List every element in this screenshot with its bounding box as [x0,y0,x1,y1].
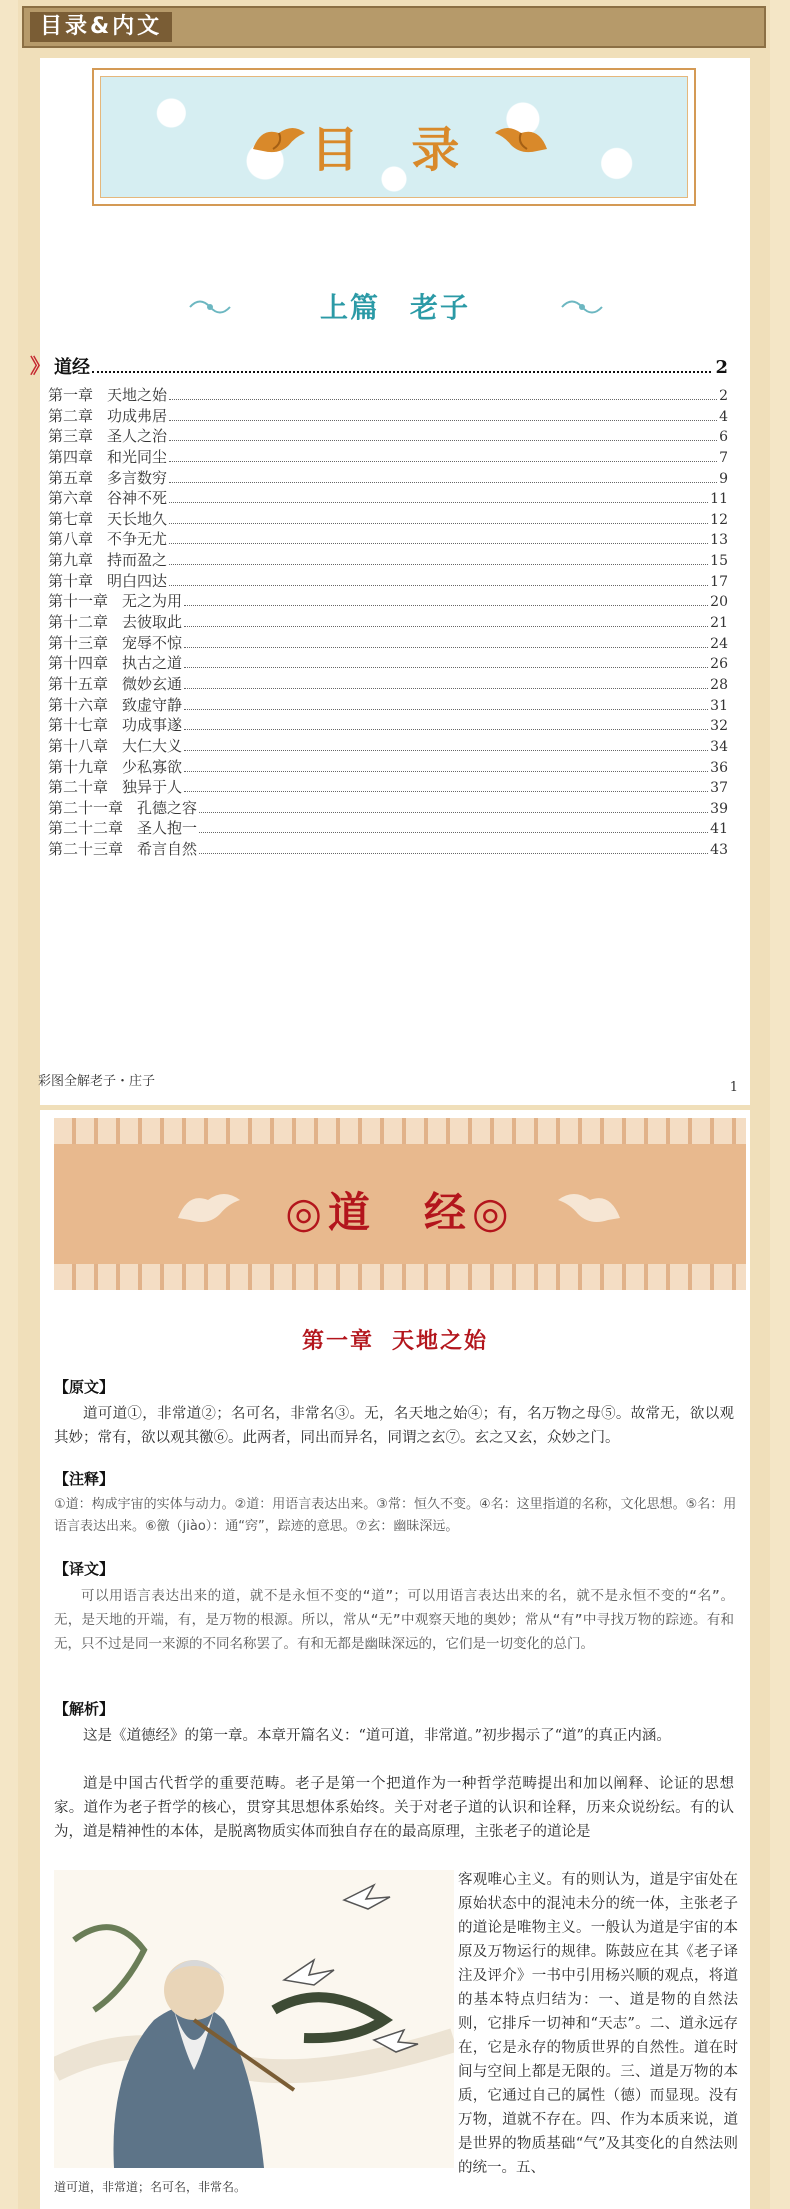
toc-entry[interactable] [48,611,728,632]
toc-entry[interactable] [48,756,728,777]
toc-entry[interactable] [48,487,728,508]
toc-entry-title: 大仁大义 [122,736,183,755]
toc-entry-title: 多言数穷 [107,468,168,487]
toc-main-entry[interactable] [30,350,728,376]
toc-entry-page: 36 [710,759,728,776]
toc-entry-title: 功成事遂 [122,716,183,735]
toc-entry-title: 微妙玄通 [122,674,183,693]
toc-entry-title: 执古之道 [122,654,183,673]
contents-title: 目 录 [310,122,478,178]
toc-main-page: 2 [715,357,728,378]
toc-entry-page: 17 [710,573,728,590]
toc-entry-number: 第十八章 [48,736,109,755]
chapter-name: 天地之始 [392,1328,489,1354]
toc-entry[interactable] [48,384,728,405]
toc-entry-title: 明白四达 [107,571,168,590]
toc-entry-number: 第一章 [48,386,94,404]
toc-entry[interactable] [48,590,728,611]
toc-entry-page: 13 [710,532,728,549]
toc-entry-title: 天长地久 [107,509,168,528]
translation-text: 可以用语言表达出来的道，就不是永恒不变的“道”；可以用语言表达出来的名，就不是永恒不变的“名”。无，是天地的开端，有，是万物的根源。所以，常从“无”中观察天地的奥妙；常从“有”中寻找万物的踪迹。有和无，只不过是同一来源的不同名称罢了。有和无都是幽昧深远的，它们是一切变化的总门。 [54,1588,734,1652]
toc-entry-page: 20 [710,594,728,611]
toc-entry-number: 第九章 [48,551,94,570]
footer-book-title: 彩图全解老子・庄子 [38,1074,156,1089]
chevron-right-icon: 》 [30,354,50,378]
original-text: 道可道①，非常道②；名可名，非常名③。无，名天地之始④；有，名万物之母⑤。故常无，欲以观其妙；常有，欲以观其徼⑥。此两者，同出而异名，同谓之玄⑦。玄之又玄，众妙之门。 [54,1406,734,1446]
toc-entry-title: 少私寡欲 [122,757,183,776]
toc-entry-page: 21 [710,615,728,632]
toc-entry-page: 32 [710,718,728,735]
toc-entry-number: 第十九章 [48,757,109,776]
toc-main-title: 道经 [54,357,90,378]
translation-label: 【译文】 [54,1560,115,1578]
toc-entry-page: 12 [710,511,728,528]
toc-entry-page: 11 [710,491,728,508]
toc-entry[interactable] [48,425,728,446]
toc-entry-number: 第六章 [48,489,94,508]
toc-entry-number: 第八章 [48,530,94,549]
toc-list [48,384,728,859]
toc-entry-number: 第十一章 [48,592,109,611]
footer-page-number: 1 [729,1080,738,1095]
toc-entry-number: 第三章 [48,427,94,446]
chapter-number: 第一章 [301,1328,374,1354]
toc-entry[interactable] [48,776,728,797]
toc-entry-number: 第五章 [48,468,94,487]
toc-entry[interactable] [48,694,728,715]
toc-entry[interactable] [48,817,728,838]
toc-entry[interactable] [48,467,728,488]
dragon-right-icon [491,119,551,159]
contents-page [30,58,750,1105]
contents-banner [92,68,696,206]
dragon-right-icon [554,1184,624,1228]
toc-entry-number: 第二章 [48,406,94,425]
toc-entry-number: 第十四章 [48,654,109,673]
toc-entry-title: 不争无尤 [107,530,168,549]
toc-entry[interactable] [48,446,728,467]
toc-entry-number: 第十二章 [48,613,109,632]
toc-entry[interactable] [48,549,728,570]
chapter-title [40,1324,750,1355]
toc-entry-page: 15 [710,553,728,570]
toc-entry-number: 第十章 [48,571,94,590]
toc-entry-title: 圣人抱一 [137,819,198,838]
toc-entry-page: 4 [719,408,728,425]
toc-entry-title: 孔德之容 [137,798,198,817]
toc-entry-title: 去彼取此 [122,613,183,632]
toc-entry[interactable] [48,673,728,694]
toc-entry-page: 6 [719,429,728,446]
section-title: 上篇 老子 [319,291,470,324]
toc-entry-page: 28 [710,676,728,693]
toc-entry-number: 第二十三章 [48,840,124,859]
notes-label: 【注释】 [54,1470,115,1488]
notes-text: ①道：构成宇宙的实体与动力。②道：用语言表达出来。③常：恒久不变。④名：这里指道的名称，文化思想。⑤名：用语言表达出来。⑥徼（jiào）：通“窍”，踪迹的意思。⑦玄：幽昧深远。 [54,1497,737,1534]
ornament-right-icon [560,296,604,318]
toc-entry-number: 第七章 [48,509,94,528]
toc-entry-title: 致虚守静 [122,695,183,714]
toc-entry-page: 31 [710,697,728,714]
toc-entry-page: 43 [710,842,728,859]
toc-entry-title: 无之为用 [122,592,183,611]
toc-entry-title: 天地之始 [107,386,168,404]
toc-entry-title: 希言自然 [137,840,198,859]
toc-entry-page: 34 [710,738,728,755]
toc-entry-number: 第二十二章 [48,819,124,838]
analysis-paragraph-2: 道是中国古代哲学的重要范畴。老子是第一个把道作为一种哲学范畴提出和加以阐释、论证的思想家。道作为老子哲学的核心，贯穿其思想体系始终。关于对老子道的认识和诠释，历来众说纷纭。有的认为，道是精神性的本体，是脱离物质实体而独自存在的最高原理，主张老子的道论是 [54,1776,734,1840]
toc-entry-page: 7 [719,449,728,466]
analysis-paragraph-1: 这是《道德经》的第一章。本章开篇名义：“道可道，非常道。”初步揭示了“道”的真正内涵。 [83,1728,671,1744]
toc-entry[interactable] [48,838,728,859]
toc-entry-page: 26 [710,656,728,673]
sutra-banner [54,1118,746,1290]
toc-entry-title: 圣人之治 [107,427,168,446]
toc-entry-title: 独异于人 [122,778,183,797]
toc-entry-page: 2 [719,388,728,404]
toc-entry[interactable] [48,714,728,735]
sutra-title: ◎道 经◎ [285,1188,515,1237]
analysis-paragraph-wrap: 客观唯心主义。有的则认为，道是宇宙处在原始状态中的混沌未分的统一体，主张老子的道论是唯物主义。一般认为道是宇宙的本原及万物运行的规律。陈鼓应在其《老子译注及评介》一书中引用杨兴顺的观点，将道的基本特点归结为：一、道是物的自然法则，它排斥一切神和“天志”。二、道永远存在，它是永存的物质世界的自然性。道在时间与空间上都是无限的。三、道是万物的本质，它通过自己的属性（德）而显现。没有万物，道就不存在。四、作为本质来说，道是世界的物质基础“气”及其变化的自然法则的统一。五、 [458,1872,738,2176]
original-label: 【原文】 [54,1378,115,1396]
toc-entry-page: 24 [710,635,728,652]
toc-entry-number: 第十五章 [48,674,109,693]
illustration-caption: 道可道，非常道；名可名，非常名。 [54,2180,247,2194]
toc-entry-number: 第十三章 [48,633,109,652]
toc-entry-title: 功成弗居 [107,406,168,425]
chapter-page [40,1110,750,2209]
toc-entry-title: 谷神不死 [107,489,168,508]
toc-entry[interactable] [48,528,728,549]
toc-entry[interactable] [48,735,728,756]
toc-entry-number: 第十六章 [48,695,109,714]
toc-entry-title: 持而盈之 [107,551,168,570]
toc-entry[interactable] [48,508,728,529]
toc-entry-number: 第十七章 [48,716,109,735]
toc-entry-number: 第二十一章 [48,798,124,817]
header-bar [22,6,766,48]
toc-entry-page: 9 [719,470,728,487]
toc-entry[interactable] [48,632,728,653]
toc-entry[interactable] [48,405,728,426]
analysis-label: 【解析】 [54,1700,115,1718]
toc-entry-page: 41 [710,821,728,838]
toc-entry-title: 宠辱不惊 [122,633,183,652]
toc-entry-title: 和光同尘 [107,447,168,466]
laozi-illustration [54,1870,454,2168]
toc-entry-number: 第二十章 [48,778,109,797]
toc-entry-page: 37 [710,780,728,797]
toc-entry[interactable] [48,570,728,591]
toc-entry[interactable] [48,797,728,818]
header-label: 目录&内文 [30,12,172,42]
toc-entry-page: 39 [710,800,728,817]
toc-entry-number: 第四章 [48,447,94,466]
toc-entry[interactable] [48,652,728,673]
